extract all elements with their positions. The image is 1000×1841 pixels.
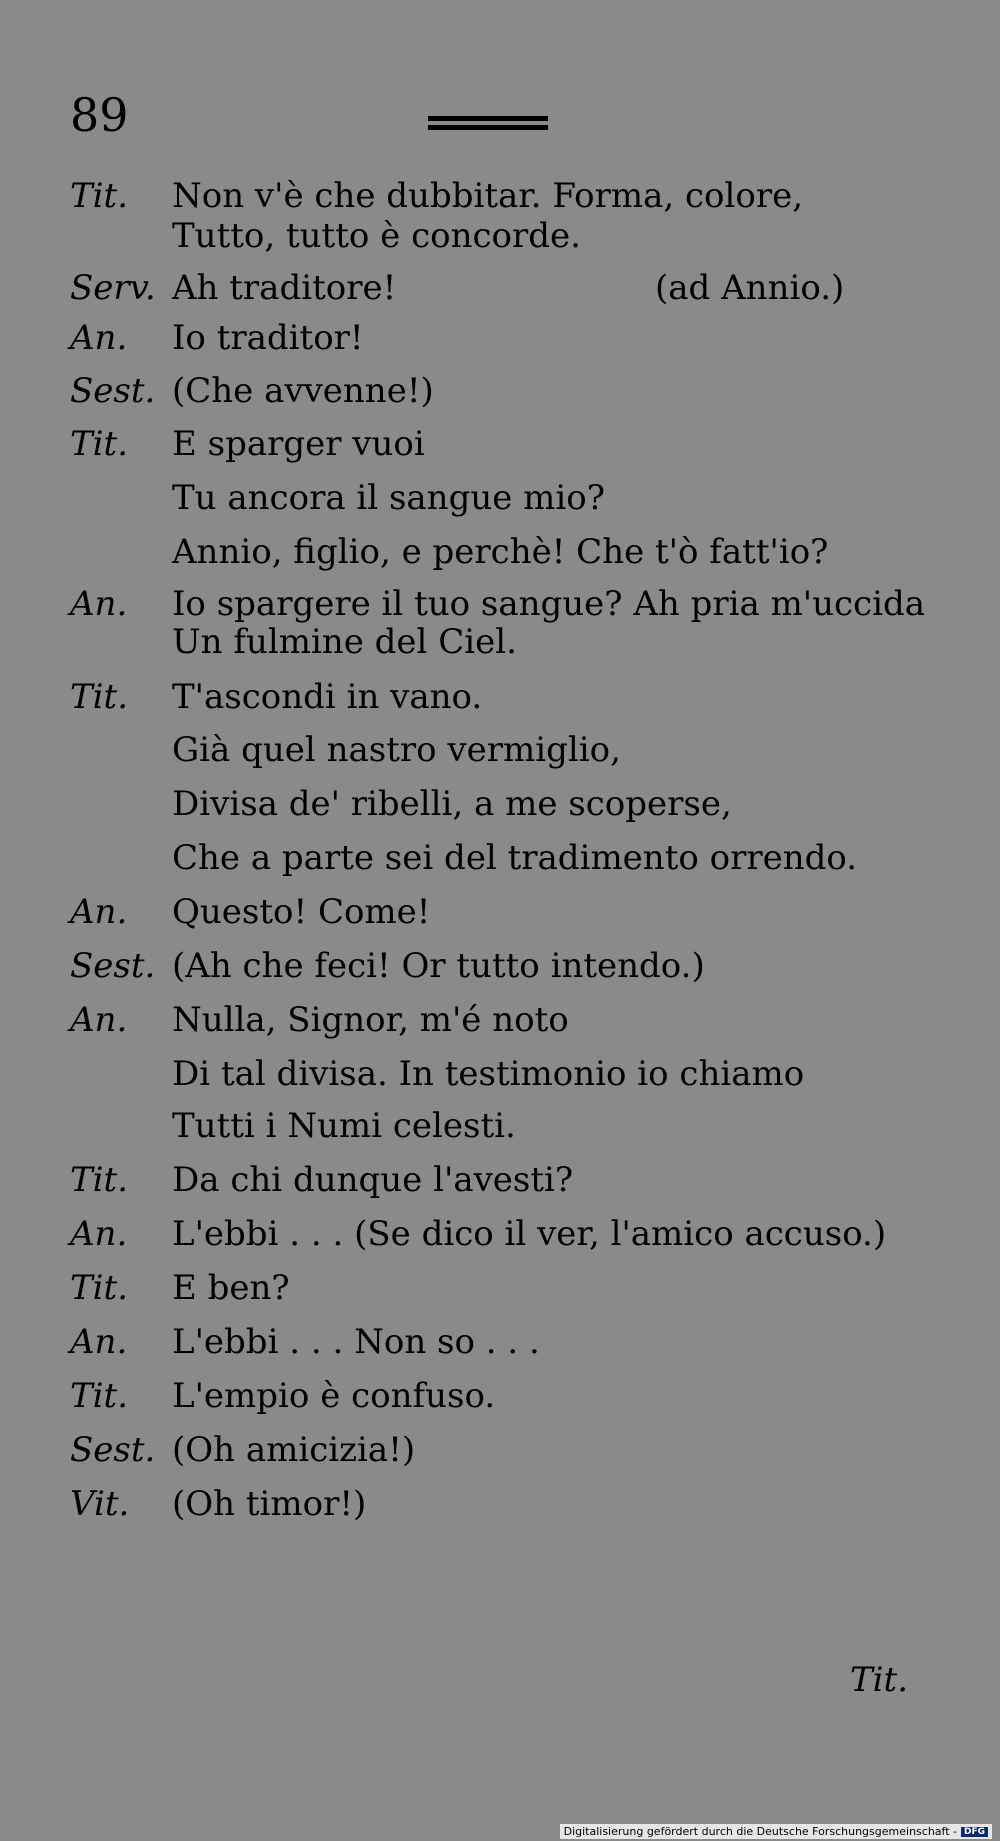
line-text: L'ebbi . . . Non so . . . xyxy=(172,1322,540,1362)
speaker-name: Tit. xyxy=(70,424,129,464)
line-text: Un fulmine del Ciel. xyxy=(172,622,517,662)
line-text: L'empio è confuso. xyxy=(172,1376,496,1416)
speaker-name: Tit. xyxy=(70,1160,129,1200)
line-text: T'ascondi in vano. xyxy=(172,677,483,717)
speaker-name: An. xyxy=(70,1322,128,1362)
speaker-name: An. xyxy=(70,318,128,358)
line-text: L'ebbi . . . (Se dico il ver, l'amico accuso.) xyxy=(172,1214,887,1254)
line-text: Tu ancora il sangue mio? xyxy=(172,478,605,518)
line-text: Da chi dunque l'avesti? xyxy=(172,1160,574,1200)
line-text: Io traditor! xyxy=(172,318,364,358)
line-text: Io spargere il tuo sangue? Ah pria m'uccida xyxy=(172,584,926,624)
header-rule xyxy=(428,116,548,134)
speaker-name: Sest. xyxy=(70,1430,156,1470)
line-text: Nulla, Signor, m'é noto xyxy=(172,1000,569,1040)
line-text: Divisa de' ribelli, a me scoperse, xyxy=(172,784,732,824)
header-rule-bar-top xyxy=(428,116,548,121)
line-text: Annio, figlio, e perchè! Che t'ò fatt'io? xyxy=(172,532,829,572)
speaker-name: Tit. xyxy=(70,1376,129,1416)
line-text: Questo! Come! xyxy=(172,892,431,932)
speaker-name: An. xyxy=(70,1214,128,1254)
line-text: Non v'è che dubbitar. Forma, colore, xyxy=(172,176,804,216)
line-text: Di tal divisa. In testimonio io chiamo xyxy=(172,1054,805,1094)
line-text: Ah traditore! xyxy=(172,268,397,308)
stage-direction: (ad Annio.) xyxy=(655,268,845,308)
speaker-name: Vit. xyxy=(70,1484,130,1524)
speaker-name: Tit. xyxy=(70,176,129,216)
speaker-name: An. xyxy=(70,584,128,624)
speaker-name: Sest. xyxy=(70,371,156,411)
line-text: E ben? xyxy=(172,1268,290,1308)
digitization-credit xyxy=(560,1824,992,1839)
line-text: Già quel nastro vermiglio, xyxy=(172,730,621,770)
catchword: Tit. xyxy=(850,1660,909,1700)
header-rule-bar-bottom xyxy=(428,125,548,130)
speaker-name: Tit. xyxy=(70,1268,129,1308)
speaker-name: Tit. xyxy=(70,677,129,717)
speaker-name: Sest. xyxy=(70,946,156,986)
line-text: Tutto, tutto è concorde. xyxy=(172,216,581,256)
digitization-credit-text: Digitalisierung gefördert durch die Deutsche Forschungsgemeinschaft - xyxy=(563,1825,957,1838)
speaker-name: An. xyxy=(70,892,128,932)
line-text: (Ah che feci! Or tutto intendo.) xyxy=(172,946,705,986)
line-text: (Oh amicizia!) xyxy=(172,1430,416,1470)
speaker-name: An. xyxy=(70,1000,128,1040)
page-number: 89 xyxy=(70,88,129,142)
dfg-logo: DFG xyxy=(961,1827,988,1837)
line-text: E sparger vuoi xyxy=(172,424,425,464)
line-text: (Oh timor!) xyxy=(172,1484,367,1524)
speaker-name: Serv. xyxy=(70,268,156,308)
line-text: Che a parte sei del tradimento orrendo. xyxy=(172,838,858,878)
line-text: Tutti i Numi celesti. xyxy=(172,1106,516,1146)
line-text: (Che avvenne!) xyxy=(172,371,434,411)
